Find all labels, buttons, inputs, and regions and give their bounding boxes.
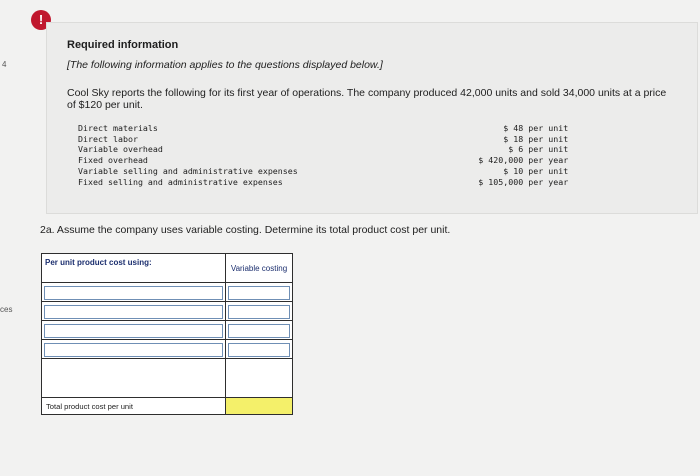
edge-number: 4	[2, 60, 7, 69]
row-label-input[interactable]	[42, 284, 225, 302]
row-value-input[interactable]	[226, 341, 292, 359]
row-label-cell[interactable]	[42, 283, 226, 302]
cost-amount: $ 10	[503, 165, 524, 176]
table-row	[42, 321, 293, 340]
cost-unit: per year	[528, 155, 569, 166]
spacer-row	[42, 359, 293, 398]
cost-unit: per unit	[528, 144, 569, 155]
header-variable-costing: Variable costing	[226, 254, 293, 283]
row-value-input[interactable]	[226, 322, 292, 340]
cost-table	[78, 123, 578, 187]
row-value-input[interactable]	[226, 303, 292, 321]
cost-label: Fixed selling and administrative expenses	[78, 176, 283, 187]
info-note: [The following information applies to the questions displayed below.]	[67, 59, 383, 71]
row-label-cell[interactable]	[42, 321, 226, 340]
answer-table	[41, 253, 293, 415]
row-value-cell[interactable]	[226, 340, 293, 359]
alert-icon: !	[31, 10, 51, 30]
row-value-input[interactable]	[226, 284, 292, 302]
table-row	[42, 302, 293, 321]
question-text: 2a. Assume the company uses variable costing. Determine its total product cost per unit.	[40, 224, 451, 236]
table-row	[42, 340, 293, 359]
cost-label: Variable selling and administrative expenses	[78, 165, 298, 176]
info-paragraph: Cool Sky reports the following for its first year of operations. The company produced 42,000 units and sold 34,000 units at a price of $120 per unit.	[67, 87, 667, 111]
cost-amount: $ 420,000	[478, 155, 524, 166]
table-row	[42, 283, 293, 302]
row-value-cell[interactable]	[226, 302, 293, 321]
cost-unit: per unit	[528, 133, 569, 144]
cost-label: Direct labor	[78, 133, 138, 144]
total-value-cell[interactable]	[226, 398, 293, 415]
cost-amount: $ 18	[503, 133, 524, 144]
cost-row	[78, 166, 578, 177]
cost-unit: per year	[528, 176, 569, 187]
row-label-input[interactable]	[42, 303, 225, 321]
info-title: Required information	[67, 39, 179, 51]
cost-unit: per unit	[528, 123, 569, 133]
required-information-panel	[46, 22, 698, 214]
total-label: Total product cost per unit	[42, 398, 226, 415]
cost-unit: per unit	[528, 165, 569, 176]
cost-label: Direct materials	[78, 123, 158, 133]
cost-label: Fixed overhead	[78, 155, 148, 166]
cost-row	[78, 134, 578, 145]
spacer-cell	[42, 359, 226, 398]
cost-amount: $ 105,000	[478, 176, 524, 187]
cost-row	[78, 144, 578, 155]
spacer-cell	[226, 359, 293, 398]
row-label-cell[interactable]	[42, 340, 226, 359]
cost-row	[78, 177, 578, 188]
cost-row	[78, 155, 578, 166]
cost-row	[78, 123, 578, 134]
row-label-cell[interactable]	[42, 302, 226, 321]
row-label-input[interactable]	[42, 322, 225, 340]
row-value-cell[interactable]	[226, 321, 293, 340]
cost-label: Variable overhead	[78, 144, 163, 155]
cost-amount: $ 6	[508, 144, 524, 155]
row-value-cell[interactable]	[226, 283, 293, 302]
cost-amount: $ 48	[503, 123, 524, 133]
total-row	[42, 398, 293, 415]
header-left: Per unit product cost using:	[42, 254, 226, 283]
row-label-input[interactable]	[42, 341, 225, 359]
edge-text: ces	[0, 305, 13, 314]
